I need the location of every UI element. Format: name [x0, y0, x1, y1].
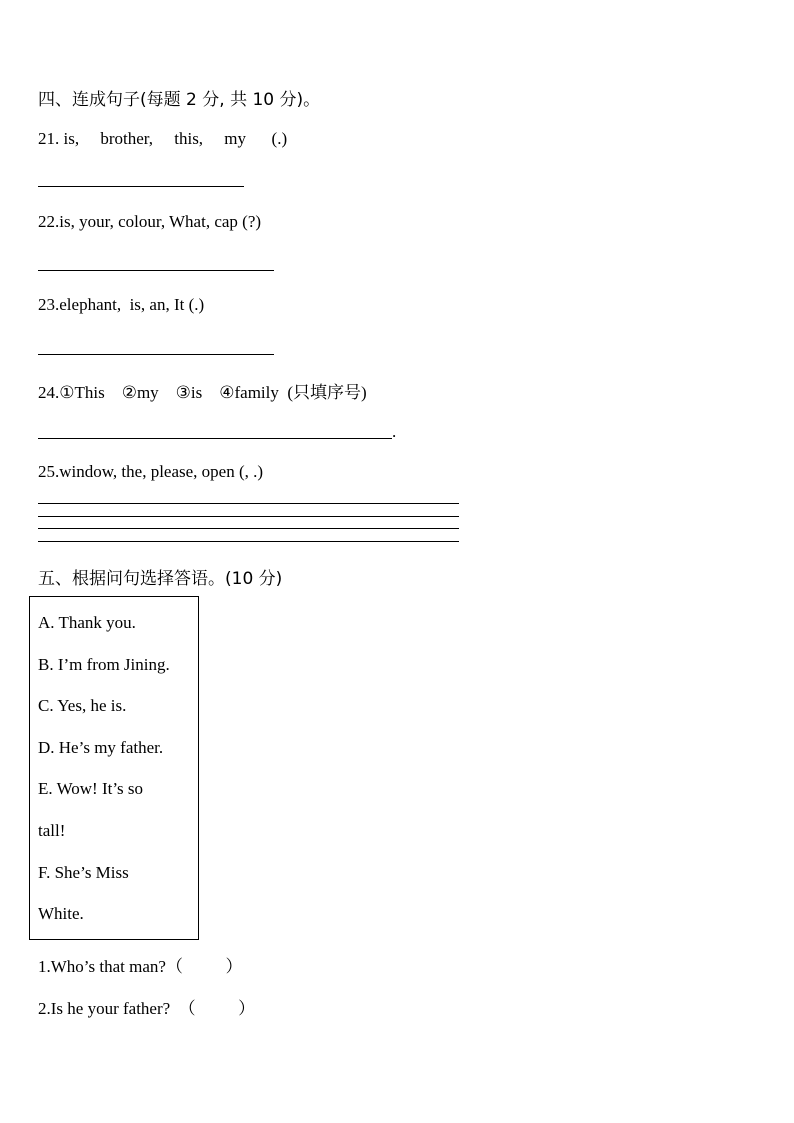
option-e-line2: tall! — [38, 821, 66, 840]
question-21: 21. is, brother, this, my (.) — [38, 129, 288, 148]
writing-line-2[interactable] — [38, 516, 459, 517]
answer-line-22[interactable] — [38, 270, 274, 271]
answer-line-24[interactable] — [38, 438, 392, 439]
option-f-line2: White. — [38, 904, 84, 923]
question-5-1: 1.Who’s that man?（ ） — [38, 957, 243, 976]
option-c: C. Yes, he is. — [38, 696, 127, 715]
option-e-line1: E. Wow! It’s so — [38, 779, 144, 798]
writing-line-4[interactable] — [38, 541, 459, 542]
option-a: A. Thank you. — [38, 613, 136, 632]
writing-line-3[interactable] — [38, 528, 459, 529]
question-22: 22.is, your, colour, What, cap (?) — [38, 212, 262, 231]
option-d: D. He’s my father. — [38, 738, 164, 757]
answer-line-21[interactable] — [38, 186, 244, 187]
question-5-2: 2.Is he your father? （ ） — [38, 999, 256, 1018]
question-25: 25.window, the, please, open (, .) — [38, 462, 264, 481]
section-5-heading: 五、根据问句选择答语。(10 分) — [38, 569, 283, 589]
writing-line-1[interactable] — [38, 503, 459, 504]
answer-line-23[interactable] — [38, 354, 274, 355]
question-23: 23.elephant, is, an, It (.) — [38, 295, 205, 314]
section-4-heading: 四、连成句子(每题 2 分, 共 10 分)。 — [38, 90, 321, 110]
question-24: 24.①This ②my ③is ④family (只填序号) — [38, 383, 367, 402]
option-f-line1: F. She’s Miss — [38, 863, 129, 882]
option-b: B. I’m from Jining. — [38, 655, 170, 674]
answer-line-24-period: . — [392, 422, 397, 441]
options-box — [29, 596, 199, 940]
